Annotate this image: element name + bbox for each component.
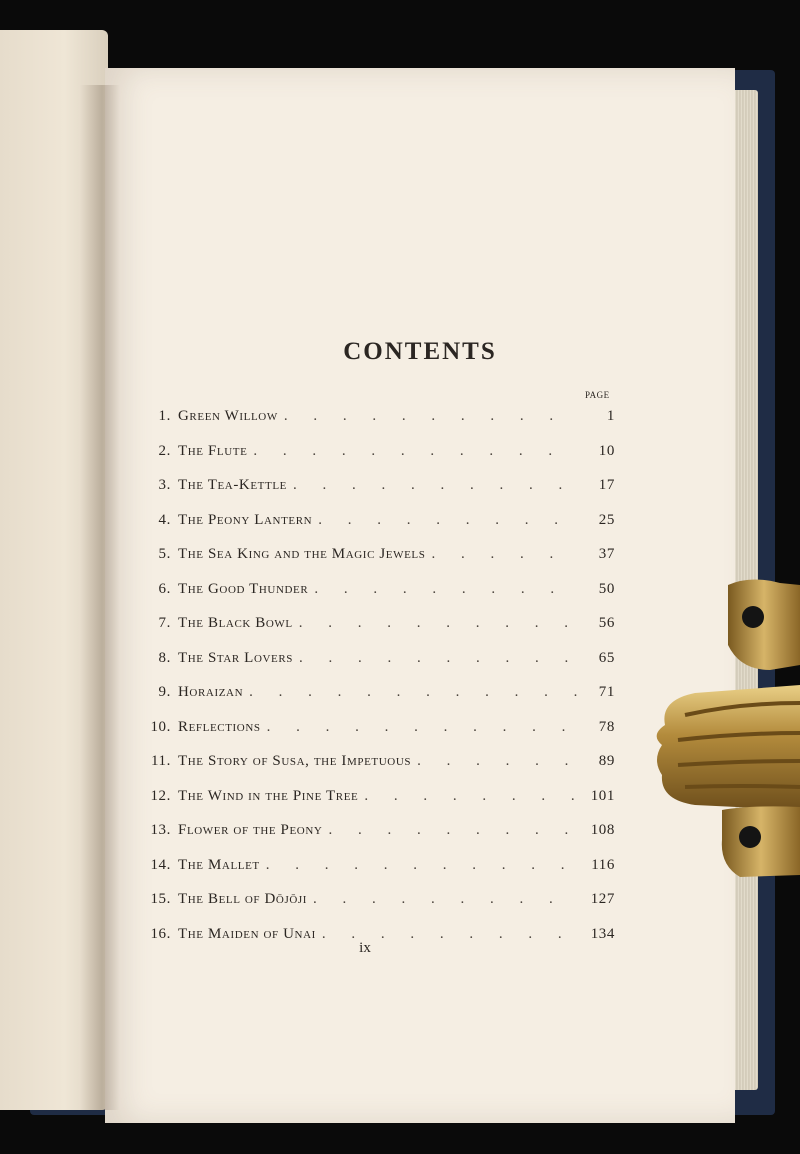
leader-dots (314, 572, 577, 607)
entry-title: The Tea-Kettle (178, 477, 287, 493)
toc-list (135, 399, 615, 951)
entry-number: 15. (150, 891, 171, 907)
entry-title: Reflections (178, 718, 261, 735)
entry-page: 134 (590, 925, 615, 942)
entry-page: 78 (598, 718, 615, 735)
leader-dots (267, 710, 577, 745)
entry-page: 10 (598, 442, 615, 459)
entry-page: 116 (591, 856, 615, 873)
entry-number: 11. (151, 753, 171, 769)
entry-title: The Peony Lantern (178, 511, 313, 528)
entry-page: 127 (590, 891, 615, 907)
entry-page: 1 (606, 408, 615, 424)
toc-entry[interactable] (135, 779, 615, 814)
page-column-label: PAGE (585, 390, 610, 400)
entry-title: The Good Thunder (178, 580, 309, 597)
leader-dots (293, 468, 577, 503)
leader-dots (299, 606, 577, 641)
entry-title: The Wind in the Pine Tree (178, 787, 359, 804)
entry-number: 3. (158, 477, 171, 493)
entry-title: The Story of Susa, the Impetuous (178, 753, 412, 769)
brass-clasp-icon (650, 575, 800, 880)
toc-entry[interactable] (135, 882, 615, 917)
leader-dots (364, 779, 577, 814)
toc-entry[interactable] (135, 744, 615, 779)
entry-page: 89 (598, 753, 615, 769)
entry-number: 12. (150, 787, 171, 804)
entry-title: The Maiden of Unai (178, 925, 316, 942)
toc-entry[interactable] (135, 606, 615, 641)
entry-number: 13. (150, 822, 171, 838)
leader-dots (299, 641, 577, 676)
leader-dots (417, 744, 577, 779)
entry-page: 37 (598, 546, 615, 562)
toc-entry[interactable] (135, 537, 615, 572)
page-gutter-shadow (80, 85, 120, 1110)
entry-number: 14. (150, 856, 171, 873)
entry-page: 108 (590, 822, 615, 838)
entry-page: 50 (598, 580, 615, 597)
entry-title: The Flute (178, 442, 248, 459)
toc-entry[interactable] (135, 848, 615, 883)
entry-page: 17 (598, 477, 615, 493)
contents-page (105, 68, 735, 1123)
entry-page: 25 (598, 511, 615, 528)
leader-dots (253, 434, 577, 469)
entry-title: The Bell of Dōjōji (178, 891, 308, 907)
entry-number: 7. (158, 615, 171, 631)
entry-number: 16. (150, 925, 171, 942)
entry-title: The Star Lovers (178, 649, 294, 666)
leader-dots (318, 503, 577, 538)
toc-entry[interactable] (135, 434, 615, 469)
leader-dots (249, 675, 577, 710)
leader-dots (313, 882, 577, 917)
entry-number: 10. (150, 718, 171, 735)
entry-title: The Black Bowl (178, 615, 293, 631)
leader-dots (431, 537, 577, 572)
toc-entry[interactable] (135, 572, 615, 607)
entry-title: Flower of the Peony (178, 822, 323, 838)
entry-title: Horaizan (178, 684, 244, 700)
entry-title: The Mallet (178, 856, 260, 873)
leader-dots (328, 813, 577, 848)
leader-dots (284, 399, 577, 434)
entry-number: 1. (158, 408, 171, 424)
entry-page: 71 (598, 684, 615, 700)
entry-number: 2. (158, 442, 171, 459)
toc-entry[interactable] (135, 503, 615, 538)
entry-page: 65 (598, 649, 615, 666)
entry-number: 5. (158, 546, 171, 562)
toc-entry[interactable] (135, 399, 615, 434)
leader-dots (266, 848, 577, 883)
entry-number: 8. (158, 649, 171, 666)
entry-number: 9. (158, 684, 171, 700)
page-folio: ix (359, 940, 371, 956)
toc-entry[interactable] (135, 468, 615, 503)
entry-title: The Sea King and the Magic Jewels (178, 546, 426, 562)
entry-page: 101 (590, 787, 615, 804)
entry-title: Green Willow (178, 408, 278, 424)
toc-entry[interactable] (135, 641, 615, 676)
entry-number: 4. (158, 511, 171, 528)
entry-page: 56 (598, 615, 615, 631)
entry-number: 6. (158, 580, 171, 597)
toc-entry[interactable] (135, 813, 615, 848)
toc-entry[interactable] (135, 710, 615, 745)
toc-entry[interactable] (135, 675, 615, 710)
page-title: CONTENTS (343, 338, 497, 365)
